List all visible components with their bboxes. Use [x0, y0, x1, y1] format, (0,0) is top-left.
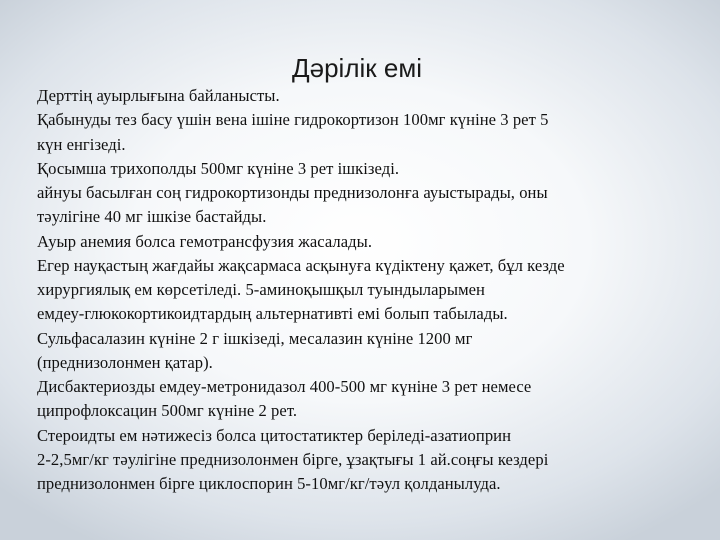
text-line: Дисбактериозды емдеу-метронидазол 400-500 мг күніне 3 рет немесе: [37, 377, 532, 396]
text-line: Қосымша трихополды 500мг күніне 3 рет ішкізеді.: [37, 158, 400, 178]
text-line: айнуы басылған соң гидрокортизонды преднизолонға ауыстырады, оны: [37, 183, 548, 202]
text-line: хирургиялық ем көрсетіледі. 5-аминоқышқыл туындыларымен: [37, 280, 485, 299]
text-line: емдеу-глюкокортикоидтардың альтернативті емі болып табылады.: [37, 304, 508, 324]
text-line: Ауыр анемия болса гемотрансфузия жасалады.: [37, 231, 373, 251]
slide-title-container: [0, 52, 720, 84]
slide-title: Дәрілік емі: [292, 53, 422, 83]
text-line: ципрофлоксацин 500мг күніне 2 рет.: [37, 401, 298, 421]
text-line: Қабынуды тез басу үшін вена ішіне гидрокортизон 100мг күніне 3 рет 5: [37, 110, 549, 130]
text-line: күн енгізеді.: [37, 134, 126, 154]
text-line: Сульфасалазин күніне 2 г ішкізеді, месалазин күніне 1200 мг: [37, 328, 473, 348]
text-line: преднизолонмен бірге циклоспорин 5-10мг/кг/тәул қолданылуда.: [37, 474, 501, 493]
text-line: Стероидты ем нәтижесіз болса цитостатиктер беріледі-азатиоприн: [37, 425, 512, 445]
text-line: Дерттің ауырлығына байланысты.: [37, 86, 280, 105]
text-line: тәулігіне 40 мг ішкізе бастайды.: [37, 207, 267, 227]
text-line: 2-2,5мг/кг тәулігіне преднизолонмен бірге, ұзақтығы 1 ай.соңғы кездері: [37, 449, 549, 469]
text-line: (преднизолонмен қатар).: [37, 352, 213, 372]
slide-body-text: [37, 84, 697, 496]
text-line: Егер науқастың жағдайы жақсармаса асқынуға күдіктену қажет, бұл кезде: [37, 255, 565, 275]
